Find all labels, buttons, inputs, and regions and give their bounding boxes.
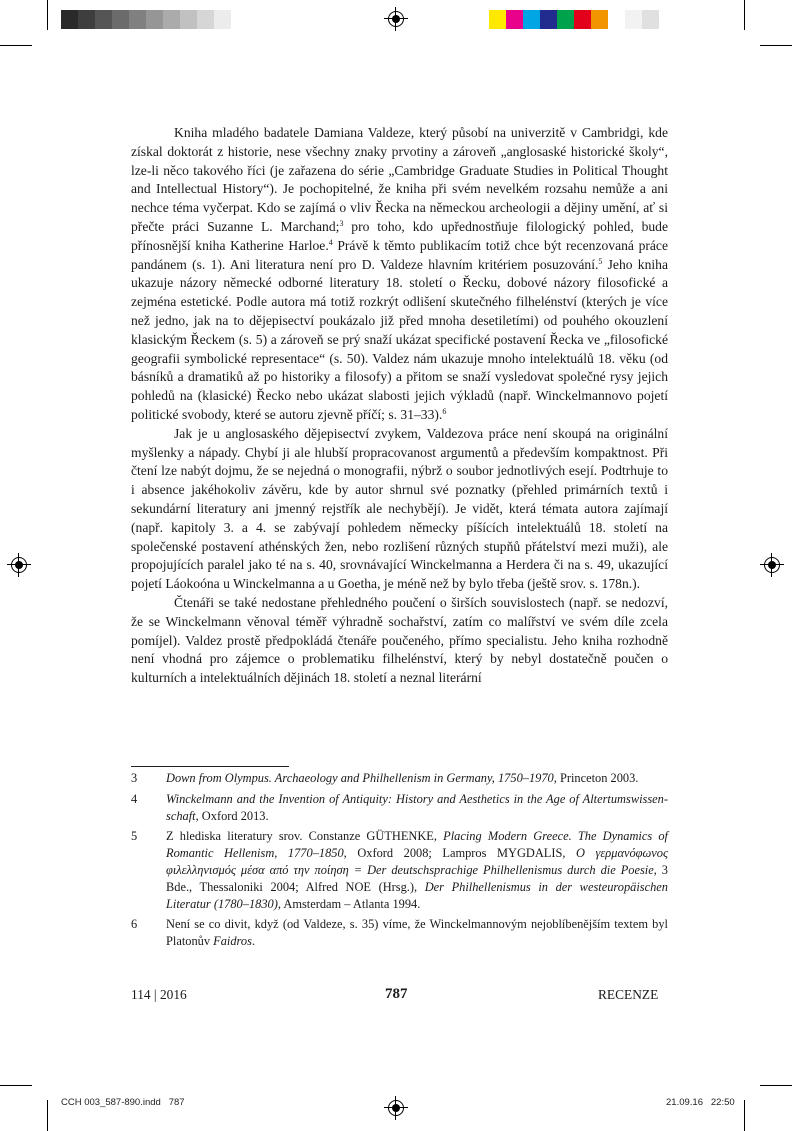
grey-swatch: [129, 10, 146, 29]
section-label: RECENZE: [598, 987, 659, 1002]
grey-color-bar: [61, 10, 231, 29]
footnote-text-run: Není se co divit, když (od Valdeze, s. 35) víme, že Winckelmannovým nejoblíbenějším textem byl Platonův: [166, 917, 668, 949]
color-swatch: [540, 10, 557, 29]
color-swatch: [489, 10, 506, 29]
grey-swatch: [146, 10, 163, 29]
footnote-reference: 4: [328, 237, 333, 247]
footnote-number: 4: [131, 791, 138, 806]
footnote-text-run: .: [251, 934, 256, 949]
cited-title: Der Philhellenismus in der westeuropäischen Literatur (1780–1830): [166, 879, 669, 911]
color-swatch: [642, 10, 659, 29]
body-text: pro toho, kdo upřednostňuje filologický pohled, bude přínosnější kniha Katherine Harloe.: [131, 218, 668, 253]
footnote-text-run: , Amsterdam – Atlanta 1994.: [277, 896, 421, 911]
footnote-text: [166, 916, 668, 950]
slug-datetime: 21.09.16 22:50: [666, 1097, 735, 1108]
cited-title: Faidros: [213, 934, 252, 949]
grey-swatch: [214, 10, 231, 29]
footnote-reference: 6: [442, 406, 447, 416]
footnotes: [131, 770, 668, 954]
footnote-reference: 5: [598, 256, 603, 266]
cited-title: Placing Modern Greece. The Dynamics of Romantic Hellenism, 1770–1850: [166, 829, 669, 861]
crop-mark: [0, 1085, 32, 1086]
body-text: Čtenáři se také nedostane přehledného poučení o širších souvislostech (např. se nedozví, že se Winckelmann věnoval téměř výhradně sochařství, zatím co malířství ve svém díle zcela pomíjel). Valdez prostě předpokládá čtenáře poučeného, přímo specialistu. Jeho kniha rozhodně není vhodná pro zájemce o problematiku filhelénství, který by nebyl dostatečně poučen o kulturních a intelektuálních dějinách 18. století a neznal literární: [131, 594, 668, 686]
body-paragraph: [131, 594, 668, 688]
page-number: 787: [385, 986, 408, 1002]
grey-swatch: [95, 10, 112, 29]
cited-title: Winckelmann and the Invention of Antiquity: History and Aesthetics in the Age of Altertumswissen-schaft: [166, 791, 668, 823]
registration-crosshair-icon: [388, 11, 404, 27]
registration-crosshair-icon: [764, 557, 780, 573]
body-paragraph: [131, 425, 668, 594]
grey-swatch: [197, 10, 214, 29]
footnote: [131, 770, 668, 787]
grey-swatch: [78, 10, 95, 29]
issue-label: 114 | 2016: [131, 987, 187, 1002]
footnote-number: 6: [131, 917, 138, 932]
footnote-text-run: , Oxford 2008; Lampros MYGDALIS,: [343, 846, 577, 861]
color-swatch: [506, 10, 523, 29]
color-swatch: [591, 10, 608, 29]
cited-title: Down from Olympus. Archaeology and Philhellenism in Germany, 1750–1970: [166, 771, 554, 785]
footnote: [131, 791, 668, 825]
body-text: Kniha mladého badatele Damiana Valdeze, který působí na univerzitě v Cambridgi, kde získal doktorát z historie, nese všechny znaky prvotiny a zároveň „anglosaské historické školy“, lze-li něco takového říci (je zařazena do série „Cambridge Graduate Studies in Political Thought and Intellectual History“). Je pochopitelné, že kniha při svém nevelkém rozsahu nemůže a ani nechce téma vyčerpat. Kdo se zajímá o vliv Řecka na německou archeologii a dějiny umění, ať si přečte práci Suzanne L. Marchand;: [131, 125, 668, 234]
footnote: [131, 916, 668, 950]
footnote-text-run: , 3 Bde., Thessaloniki 2004; Alfred NOE (Hrsg.),: [166, 862, 669, 894]
article-body: [131, 124, 668, 688]
footnote: [131, 828, 668, 912]
grey-swatch: [163, 10, 180, 29]
footnote-text-run: , Oxford 2013.: [195, 808, 269, 823]
crop-mark: [744, 0, 745, 30]
footnote-number: 3: [131, 771, 138, 785]
registration-crosshair-icon: [388, 1100, 404, 1116]
footnote-number: 5: [131, 829, 138, 844]
crop-mark: [0, 45, 32, 46]
slug-filename: CCH 003_587-890.indd 787: [61, 1097, 185, 1108]
footnote-reference: 3: [339, 218, 344, 228]
cited-title: Ο γερμανόφωνος φιλελληνισμός μέσα από την ποίηση = Der deutschsprachige Philhellenismus durch die Poesie: [166, 846, 668, 877]
body-text: Právě k těmto publikacím totiž chce být recenzovaná práce pandánem (s. 1). Ani literatura není pro D. Valdeze hlavním kritériem posuzování.: [131, 237, 668, 272]
crop-mark: [47, 1100, 48, 1131]
body-text: Jeho kniha ukazuje názory německé odborné literatury 18. století o Řecku, dobové názory filosofické a zejména estetické. Podle autora má totiž rozkrýt odlišení skutečného filhelénství (kterých je více než jedno, jak na to dějepisectví poukázalo již před mnoha desetiletími) od pouhého okouzlení klasickým Řeckem (s. 5) a zároveň se prý snaží ukázat specifické postavení Řecka ve „filosofické geografii symbolické representace“ (s. 50). Valdez nám ukazuje mnoho intelektuálů 18. věku (od básníků a dramatiků až po historiky a filosofy) a přitom se snaží vysledovat společné rysy jejich pohledů na (klasické) Řecko nebo ukázat slabosti jejich výkladů (např. Winckelmannovo pojetí politické svobody, které se autoru zjevně příčí; s. 31–33).: [131, 256, 668, 422]
footnote-text: [166, 828, 668, 912]
color-swatch: [625, 10, 642, 29]
color-swatch: [523, 10, 540, 29]
registration-crosshair-icon: [11, 557, 27, 573]
grey-swatch: [180, 10, 197, 29]
footnote-text-run: , Princeton 2003.: [553, 771, 639, 785]
process-color-bar: [489, 10, 659, 29]
color-swatch: [557, 10, 574, 29]
footnote-separator: [131, 766, 289, 767]
crop-mark: [760, 45, 792, 46]
crop-mark: [760, 1085, 792, 1086]
footnote-text: [166, 770, 668, 787]
color-swatch: [608, 10, 625, 29]
color-swatch: [574, 10, 591, 29]
grey-swatch: [112, 10, 129, 29]
footnote-text-run: Z hlediska literatury srov. Constanze GÜTHENKE,: [166, 829, 444, 844]
body-paragraph: [131, 124, 668, 425]
grey-swatch: [61, 10, 78, 29]
body-text: Jak je u anglosaského dějepisectví zvykem, Valdezova práce není skoupá na originální myšlenky a nápady. Chybí ji ale hlubší propracovanost argumentů a především kompaktnost. Při čtení lze nabýt dojmu, že se nejedná o monografii, nýbrž o soubor jednotlivých esejí. Podtrhuje to i absence jakéhokoliv závěru, kde by autor shrnul své poznatky (přehled primárních textů i sekundární literatury ani jmenný rejstřík ale nechybějí). Je vidět, která témata autora zajímají (např. kapitoly 3. a 4. se zabývají pohledem německy píšících intelektuálů 18. století na společenské postavení athénských žen, nebo rozlišení různých stupňů přátelství mezi muži), ale propojujících paralel jako té na s. 40, srovnávající Winckelmanna a Herdera či na s. 49, ukazující pojetí Láokoóna u Winckelmanna a u Goetha, je méně než by bylo třeba (ještě srov. s. 178n.).: [131, 425, 668, 592]
footnote-text: [166, 791, 668, 825]
crop-mark: [744, 1100, 745, 1131]
crop-mark: [47, 0, 48, 30]
